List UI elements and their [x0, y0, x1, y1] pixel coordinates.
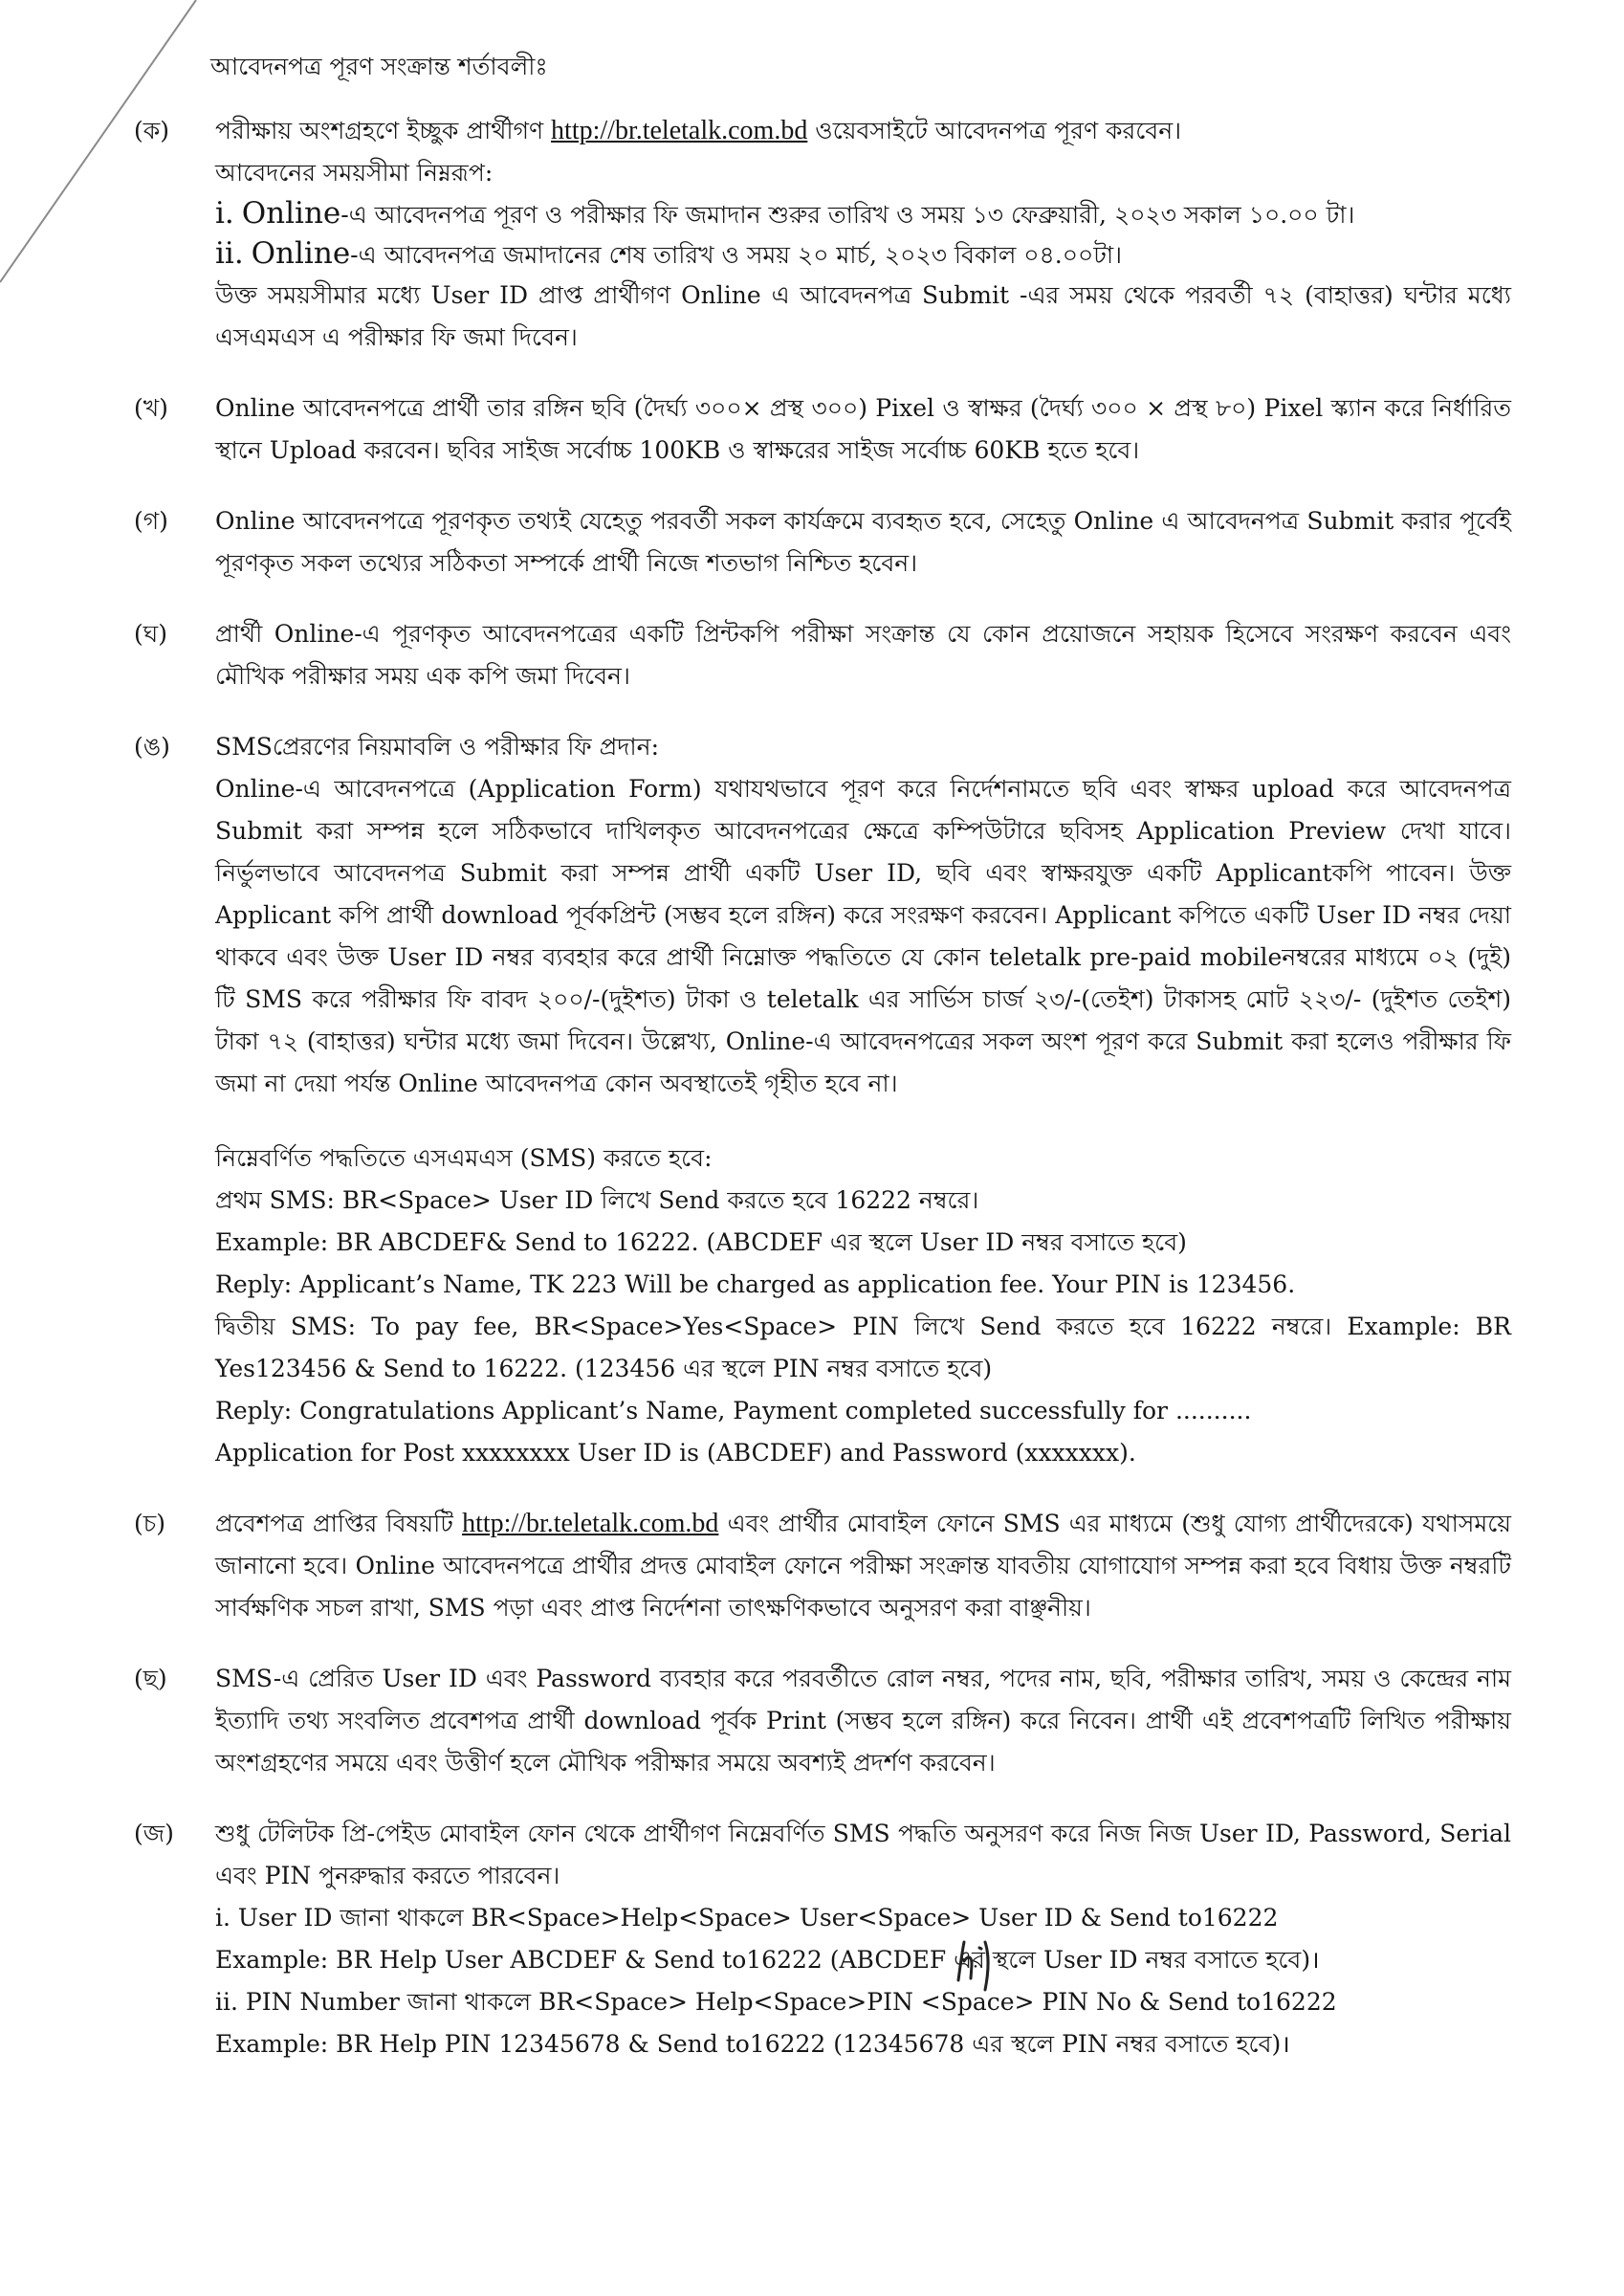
first-sms: প্রথম SMS: BR<Space> User ID লিখে Send করতে হবে 16222 নম্বরে।: [215, 1186, 979, 1214]
section-chha-text: SMS-এ প্রেরিত User ID এবং Password ব্যবহার করে পরবর্তীতে রোল নম্বর, পদের নাম, ছবি, পরীক্ষার তারিখ, সময় ও কেন্দ্রের নাম ইত্যাদি তথ্য সংবলিত প্রবেশপত্র প্রার্থী download পূর্বক Print (সম্ভব হলে রঙ্গিন) করে নিবেন। প্রার্থী এই প্রবেশপত্রটি লিখিত পরীক্ষায় অংশগ্রহণের সময়ে এবং উত্তীর্ণ হলে মৌখিক পরীক্ষার সময়ে অবশ্যই প্রদর্শণ করবেন।: [215, 1665, 1511, 1777]
item-text: -এ আবেদনপত্র জমাদানের শেষ তারিখ ও সময় ২০ মার্চ, ২০২৩ বিকাল ০৪.০০টা।: [350, 241, 1123, 269]
item-number: i.: [215, 196, 234, 231]
section-ja: [115, 1813, 1511, 2065]
item-lead: Online: [241, 196, 341, 231]
document-heading: আবেদনপত্র পূরণ সংক্রান্ত শর্তাবলীঃ: [210, 53, 548, 80]
section-marker: (ক): [134, 117, 169, 144]
recovery-line-2: ii. PIN Number জানা থাকলে BR<Space> Help<Space>PIN <Space> PIN No & Send to16222: [215, 1988, 1337, 2016]
reply-1: Reply: Applicant’s Name, TK 223 Will be charged as application fee. Your PIN is 123456.: [215, 1270, 1296, 1298]
section-marker: (ঘ): [134, 620, 167, 648]
item-text: -এ আবেদনপত্র পূরণ ও পরীক্ষার ফি জমাদান শুরুর তারিখ ও সময় ১৩ ফেব্রুয়ারী, ২০২৩ সকাল ১০.০০ টা।: [340, 201, 1355, 229]
reply-3: Application for Post xxxxxxxx User ID is (ABCDEF) and Password (xxxxxxx).: [215, 1439, 1136, 1467]
second-sms: দ্বিতীয় SMS: To pay fee, BR<Space>Yes<Space> PIN লিখে Send করতে হবে 16222 নম্বরে। Example: BR Yes123456 & Send to 16222. (123456 এর স্থলে PIN নম্বর বসাতে হবে): [215, 1313, 1511, 1382]
deadline-note: উক্ত সময়সীমার মধ্যে User ID প্রাপ্ত প্রার্থীগণ Online এ আবেদনপত্র Submit -এর সময় থেকে পরবর্তী ৭২ (বাহাত্তর) ঘন্টার মধ্যে এসএমএস এ পরীক্ষার ফি জমা দিবেন।: [215, 281, 1511, 351]
deadline-title: আবেদনের সময়সীমা নিম্নরূপ:: [215, 159, 494, 187]
intro-text-post: ওয়েবসাইটে আবেদনপত্র পূরণ করবেন।: [815, 117, 1182, 144]
section-marker: (গ): [134, 507, 168, 535]
section-marker: (চ): [134, 1510, 165, 1537]
sms-method-title: নিম্নেবর্ণিত পদ্ধতিতে এসএমএস (SMS) করতে হবে:: [215, 1144, 713, 1172]
section-ga-text: Online আবেদনপত্রে পূরণকৃত তথ্যই যেহেতু পরবর্তী সকল কার্যক্রমে ব্যবহৃত হবে, সেহেতু Online এ আবেদনপত্র Submit করার পূর্বেই পূরণকৃত সকল তথ্যের সঠিকতা সম্পর্কে প্রার্থী নিজে শতভাগ নিশ্চিত হবেন।: [215, 507, 1511, 577]
section-ka-intro: [215, 110, 1511, 152]
section-marker: (ঙ): [134, 733, 170, 761]
sms-rules-title: SMSপ্রেরণের নিয়মাবলি ও পরীক্ষার ফি প্রদান:: [215, 733, 660, 761]
reply-2: Reply: Congratulations Applicant’s Name, Payment completed successfully for ..........: [215, 1397, 1252, 1424]
deadline-item-1: [215, 194, 1511, 234]
section-cha-text: [215, 1503, 1511, 1629]
teletalk-url-link[interactable]: http://br.teletalk.com.bd: [462, 1509, 719, 1538]
section-cha: [115, 1503, 1511, 1629]
item-lead: Online: [251, 236, 351, 271]
section-marker: (জ): [134, 1820, 174, 1847]
section-uma: [115, 726, 1511, 1474]
section-gha-text: প্রার্থী Online-এ পূরণকৃত আবেদনপত্রের একটি প্রিন্টকপি পরীক্ষা সংক্রান্ত যে কোন প্রয়োজনে সহায়ক হিসেবে সংরক্ষণ করবেন এবং মৌখিক পরীক্ষার সময় এক কপি জমা দিবেন।: [215, 620, 1511, 690]
admit-card-text: প্রবেশপত্র প্রাপ্তির বিষয়টি: [215, 1510, 453, 1537]
example-1: Example: BR ABCDEF& Send to 16222. (ABCDEF এর স্থলে User ID নম্বর বসাতে হবে): [215, 1228, 1187, 1256]
section-gha: [115, 613, 1511, 697]
section-marker: (ছ): [134, 1665, 167, 1692]
intro-text: পরীক্ষায় অংশগ্রহণে ইচ্ছুক প্রার্থীগণ: [215, 117, 544, 144]
section-kha-text: Online আবেদনপত্রে প্রার্থী তার রঙ্গিন ছবি (দৈর্ঘ্য ৩০০× প্রস্থ ৩০০) Pixel ও স্বাক্ষর (দৈর্ঘ্য ৩০০ × প্রস্থ ৮০) Pixel স্ক্যান করে নির্ধারিত স্থানে Upload করবেন। ছবির সাইজ সর্বোচ্চ 100KB ও স্বাক্ষরের সাইজ সর্বোচ্চ 60KB হতে হবে।: [215, 394, 1511, 464]
signature-initials: [947, 1923, 1023, 1999]
admit-card-text-post: এবং প্রার্থীর মোবাইল ফোনে SMS এর মাধ্যমে (শুধু যোগ্য প্রার্থীদেরকে) যথাসময়ে জানানো হবে। Online আবেদনপত্রে প্রার্থীর প্রদত্ত মোবাইল ফোনে পরীক্ষা সংক্রান্ত যাবতীয় যোগাযোগ সম্পন্ন করা হবে বিধায় উক্ত নম্বরটি সার্বক্ষণিক সচল রাখা, SMS পড়া এবং প্রাপ্ত নির্দেশনা তাৎক্ষণিকভাবে অনুসরণ করা বাঞ্ছনীয়।: [215, 1510, 1512, 1622]
section-chha: [115, 1658, 1511, 1784]
item-number: ii.: [215, 236, 244, 271]
deadline-item-2: [215, 234, 1511, 275]
recovery-example-2: Example: BR Help PIN 12345678 & Send to16222 (12345678 এর স্থলে PIN নম্বর বসাতে হবে)।: [215, 2030, 1290, 2058]
recovery-line-1: i. User ID জানা থাকলে BR<Space>Help<Space> User<Space> User ID & Send to16222: [215, 1904, 1279, 1932]
recovery-example-1: Example: BR Help User ABCDEF & Send to16222 (ABCDEF এর স্থলে User ID নম্বর বসাতে হবে)।: [215, 1946, 1320, 1974]
section-ja-text: শুধু টেলিটক প্রি-পেইড মোবাইল ফোন থেকে প্রার্থীগণ নিম্নেবর্ণিত SMS পদ্ধতি অনুসরণ করে নিজ নিজ User ID, Password, Serial এবং PIN পুনরুদ্ধার করতে পারবেন।: [215, 1820, 1511, 1889]
section-kha: [115, 387, 1511, 472]
teletalk-url-link[interactable]: http://br.teletalk.com.bd: [551, 116, 808, 145]
section-marker: (খ): [134, 394, 168, 422]
sms-rules-paragraph: Online-এ আবেদনপত্রে (Application Form) যথাযথভাবে পূরণ করে নির্দেশনামতে ছবি এবং স্বাক্ষর upload করে আবেদনপত্র Submit করা সম্পন্ন হলে সঠিকভাবে দাখিলকৃত আবেদনপত্রের ক্ষেত্রে কম্পিউটারে ছবিসহ Application Preview দেখা যাবে। নির্ভুলভাবে আবেদনপত্র Submit করা সম্পন্ন প্রার্থী একটি User ID, ছবি এবং স্বাক্ষরযুক্ত একটি Applicantকপি পাবেন। উক্ত Applicant কপি প্রার্থী download পূর্বকপ্রিন্ট (সম্ভব হলে রঙ্গিন) করে সংরক্ষণ করবেন। Applicant কপিতে একটি User ID নম্বর দেয়া থাকবে এবং উক্ত User ID নম্বর ব্যবহার করে প্রার্থী নিম্নোক্ত পদ্ধতিতে যে কোন teletalk pre-paid mobileনম্বরের মাধ্যমে ০২ (দুই) টি SMS করে পরীক্ষার ফি বাবদ ২০০/-(দুইশত) টাকা ও teletalk এর সার্ভিস চার্জ ২৩/-(তেইশ) টাকাসহ মোট ২২৩/- (দুইশত তেইশ) টাকা ৭২ (বাহাত্তর) ঘন্টার মধ্যে জমা দিবেন। উল্লেখ্য, Online-এ আবেদনপত্রের সকল অংশ পূরণ করে Submit করা হলেও পরীক্ষার ফি জমা না দেয়া পর্যন্ত Online আবেদনপত্র কোন অবস্থাতেই গৃহীত হবে না।: [215, 775, 1511, 1097]
section-ga: [115, 500, 1511, 585]
document-page: [115, 48, 1511, 2094]
section-ka: [115, 110, 1511, 359]
